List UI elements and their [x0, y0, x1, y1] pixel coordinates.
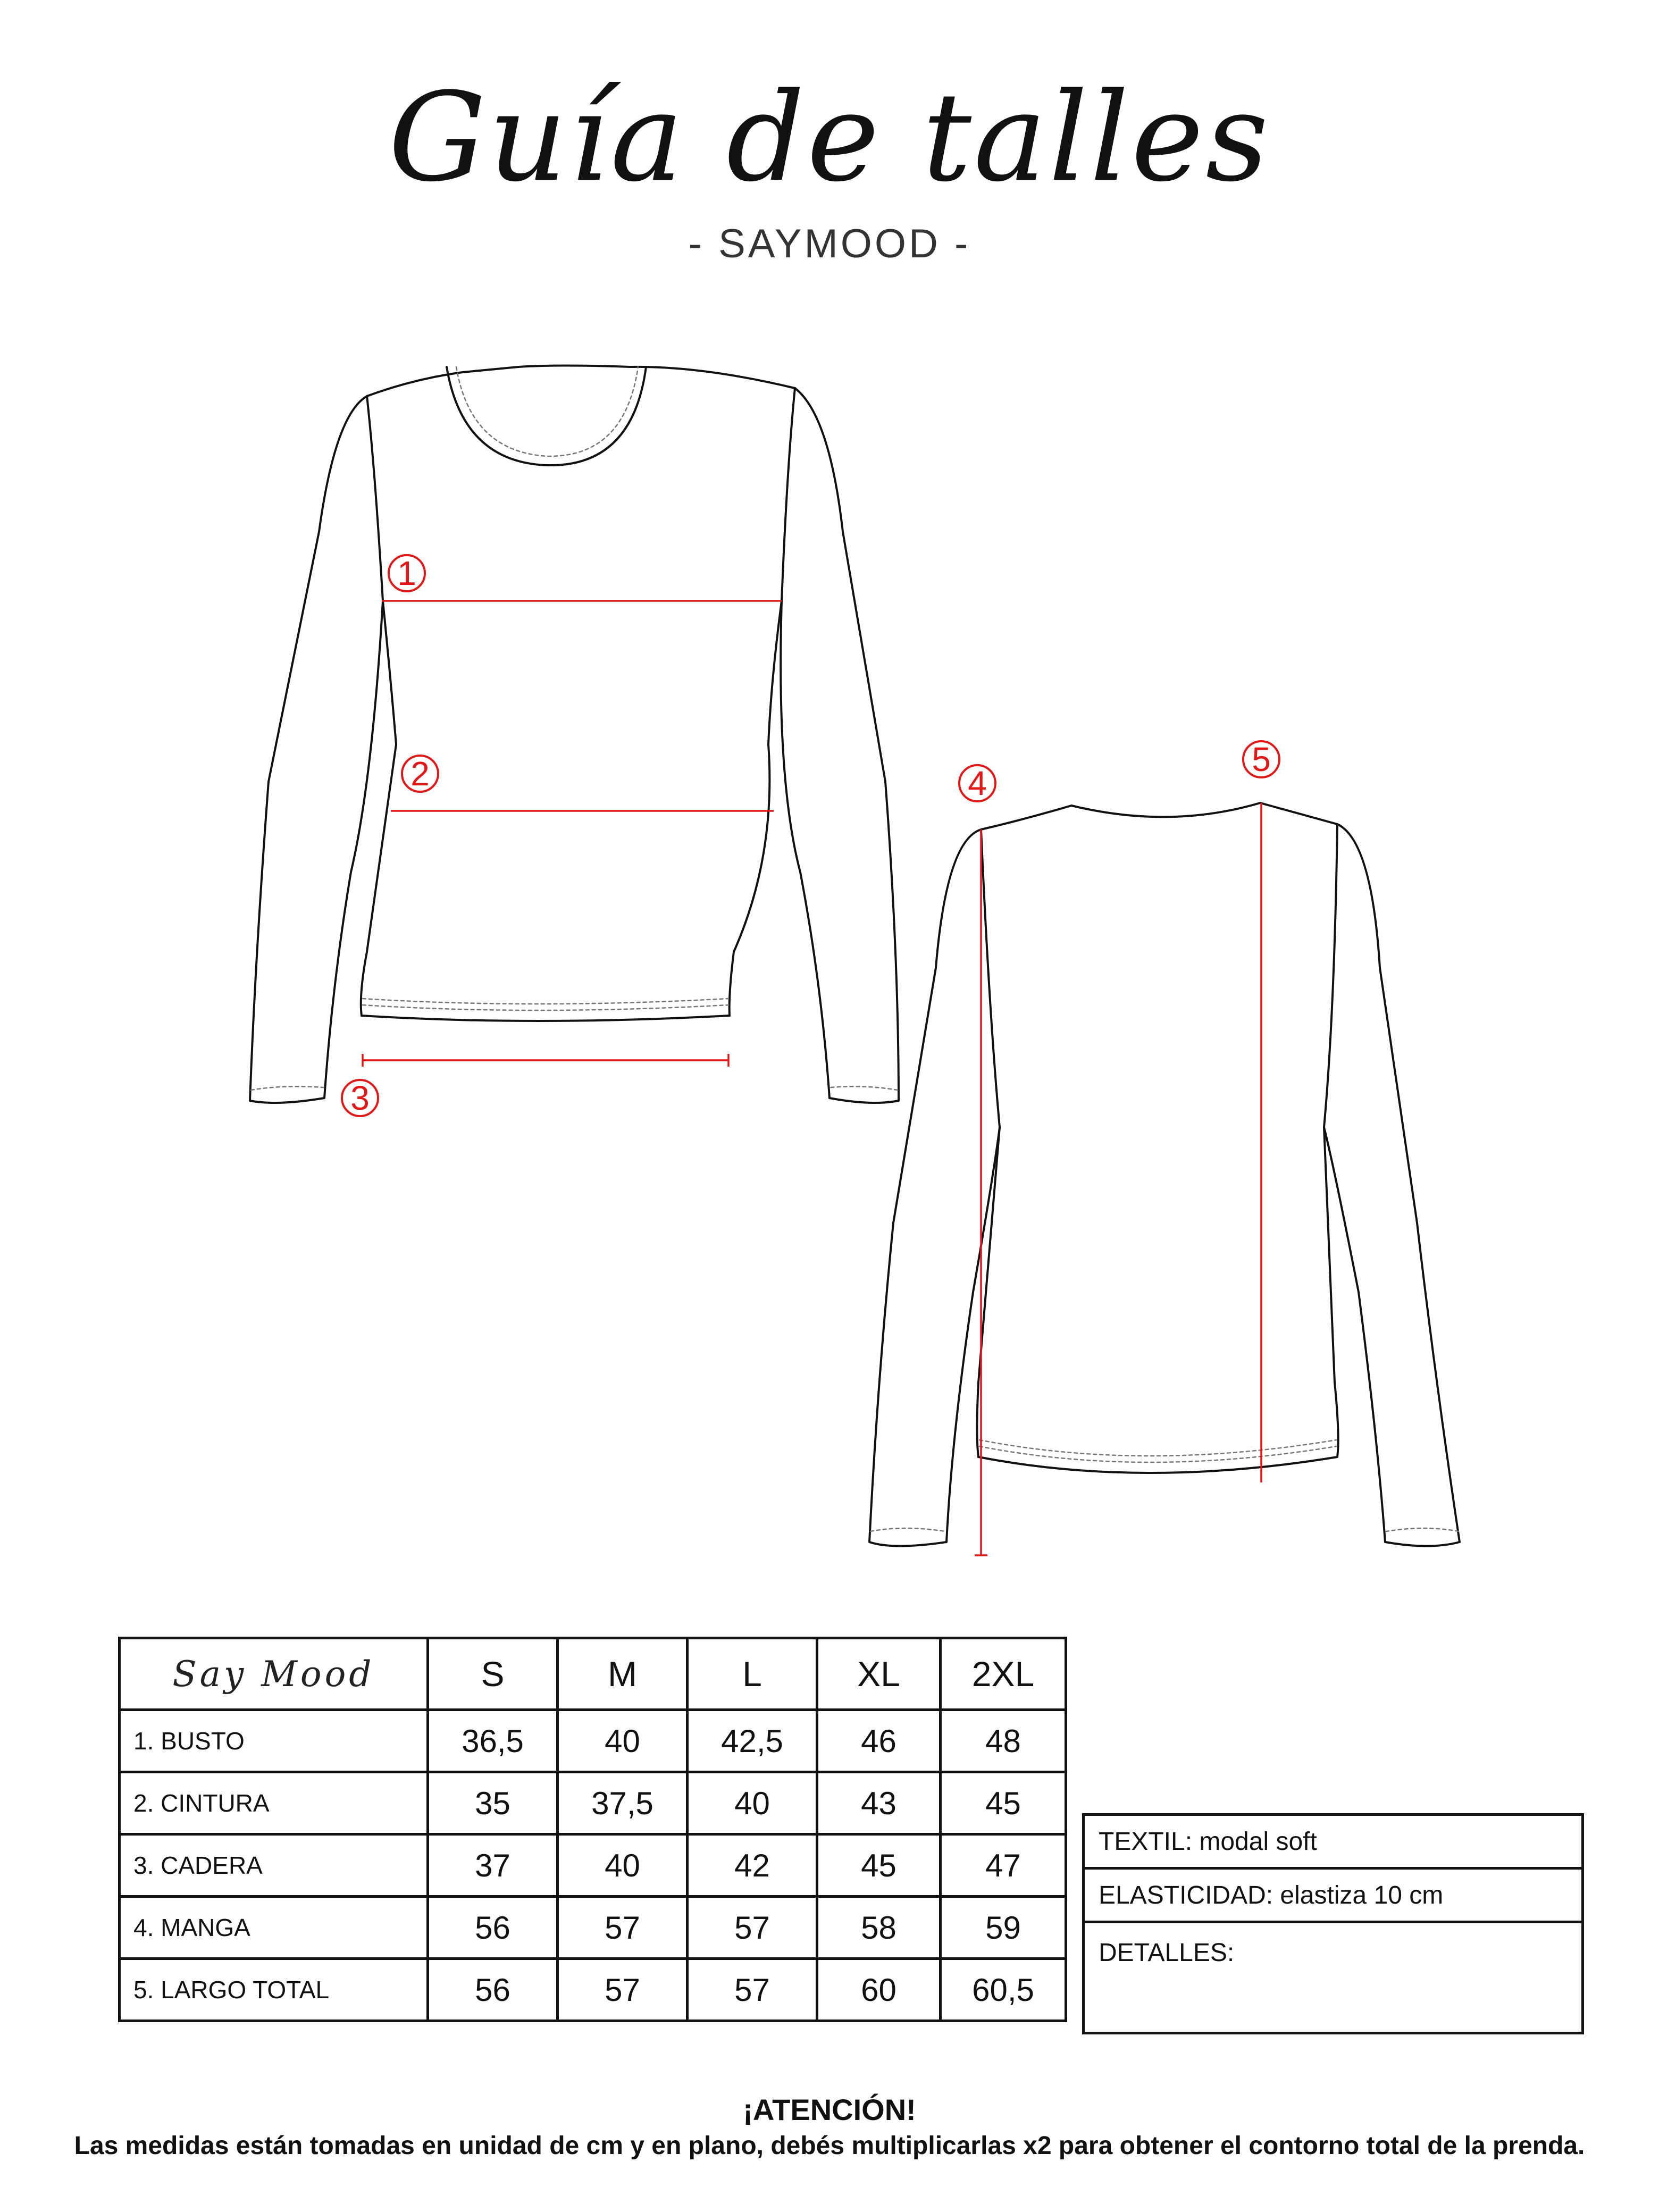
table-cell: 37,5 — [558, 1772, 688, 1834]
size-header-row — [120, 1638, 1066, 1710]
row-label: 3. CADERA — [120, 1834, 428, 1897]
page-title: Guía de talles — [388, 67, 1271, 209]
size-header-l: L — [688, 1638, 817, 1710]
marker-4 — [959, 764, 995, 802]
measurement-lines — [363, 601, 1261, 1555]
table-cell: 37 — [428, 1834, 558, 1897]
table-cell: 60,5 — [941, 1959, 1066, 2021]
table-cell: 57 — [558, 1959, 688, 2021]
fabric-specs-table — [1082, 1813, 1584, 2034]
size-header-2xl: 2XL — [941, 1638, 1066, 1710]
row-label: 5. LARGO TOTAL — [120, 1959, 428, 2021]
table-cell: 60 — [817, 1959, 941, 2021]
back-garment-drawing — [869, 803, 1460, 1546]
table-cell: 46 — [817, 1710, 941, 1772]
table-row — [120, 1772, 1066, 1834]
size-header-s: S — [428, 1638, 558, 1710]
marker-4-label: 4 — [968, 764, 987, 802]
marker-2-label: 2 — [410, 755, 430, 793]
notice-text: Las medidas están tomadas en unidad de cm y en plano, debés multiplicarlas x2 para obtener el contorno total de la prenda. — [74, 2132, 1585, 2160]
size-header-m: M — [558, 1638, 688, 1710]
table-cell: 57 — [558, 1897, 688, 1959]
marker-3 — [342, 1079, 378, 1117]
table-cell: 56 — [428, 1897, 558, 1959]
table-cell: 36,5 — [428, 1710, 558, 1772]
brand-subtitle: - SAYMOOD - — [688, 221, 971, 266]
table-cell: 43 — [817, 1772, 941, 1834]
table-cell: 57 — [688, 1959, 817, 2021]
table-cell: 35 — [428, 1772, 558, 1834]
marker-2 — [402, 755, 438, 793]
marker-5-label: 5 — [1252, 740, 1271, 778]
size-table — [118, 1637, 1067, 2022]
table-cell: 56 — [428, 1959, 558, 2021]
front-garment-drawing — [250, 362, 899, 1122]
notice-title: ¡ATENCIÓN! — [743, 2093, 916, 2126]
table-cell: 58 — [817, 1897, 941, 1959]
table-cell: 45 — [817, 1834, 941, 1897]
marker-5 — [1243, 740, 1279, 778]
row-label: 1. BUSTO — [120, 1710, 428, 1772]
table-row — [120, 1834, 1066, 1897]
table-cell: 40 — [558, 1834, 688, 1897]
row-label: 2. CINTURA — [120, 1772, 428, 1834]
brand-signature: Say Mood — [120, 1638, 428, 1710]
detalles-info: DETALLES: — [1084, 1922, 1583, 2033]
elasticidad-info: ELASTICIDAD: elastiza 10 cm — [1084, 1869, 1583, 1922]
table-row — [120, 1710, 1066, 1772]
table-cell: 40 — [558, 1710, 688, 1772]
table-cell: 48 — [941, 1710, 1066, 1772]
row-label: 4. MANGA — [120, 1897, 428, 1959]
table-row — [120, 1897, 1066, 1959]
table-row — [120, 1959, 1066, 2021]
textil-info: TEXTIL: modal soft — [1084, 1815, 1583, 1869]
size-header-xl: XL — [817, 1638, 941, 1710]
table-cell: 45 — [941, 1772, 1066, 1834]
marker-1-label: 1 — [397, 554, 416, 592]
table-cell: 42,5 — [688, 1710, 817, 1772]
table-cell: 40 — [688, 1772, 817, 1834]
table-cell: 42 — [688, 1834, 817, 1897]
marker-3-label: 3 — [350, 1079, 370, 1117]
marker-1 — [389, 554, 425, 592]
table-cell: 47 — [941, 1834, 1066, 1897]
table-cell: 57 — [688, 1897, 817, 1959]
table-cell: 59 — [941, 1897, 1066, 1959]
